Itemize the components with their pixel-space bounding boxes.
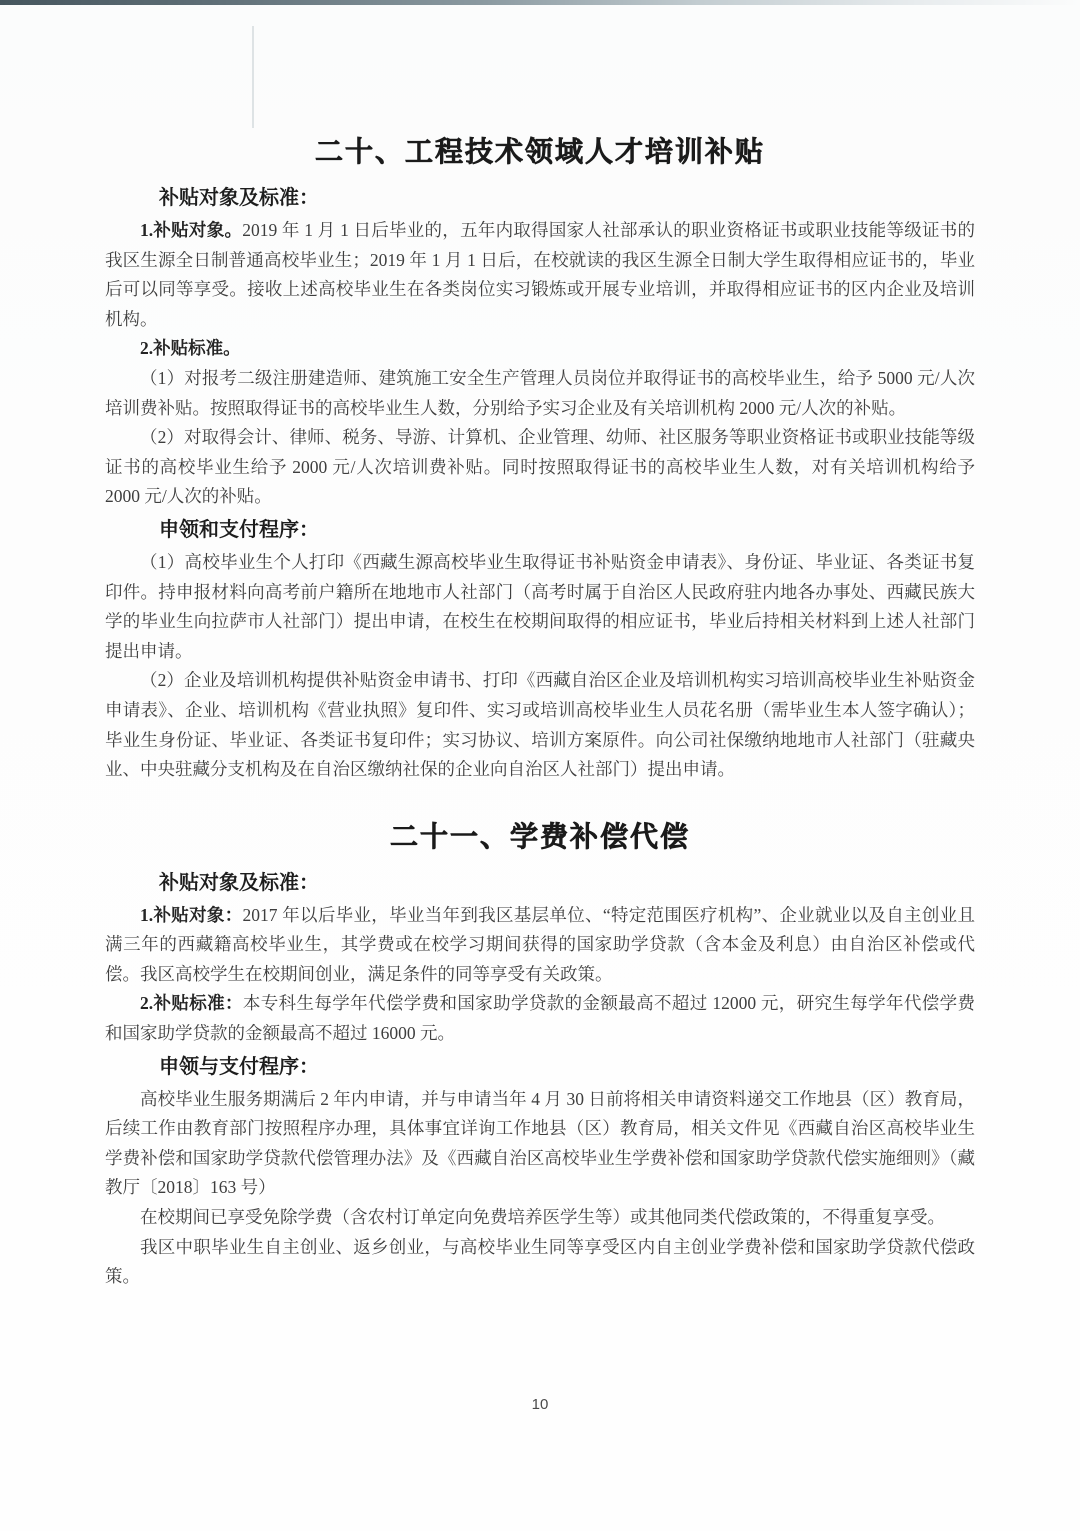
paragraph-lead: 2.补贴标准。 <box>140 338 241 359</box>
subsection-heading-application-procedure: 申领与支付程序： <box>159 1055 319 1078</box>
paragraph-subsidy-standard-label <box>105 334 975 364</box>
paragraph-text: 2017 年以后毕业，毕业当年到我区基层单位、“特定范围医疗机构”、企业就业以及自主创业且满三年的西藏籍高校毕业生，其学费或在校学习期间获得的国家助学贷款（含本金及利息）由自治区补偿或代偿。我区高校学生在校期间创业，满足条件的同等享受有关政策。 <box>105 904 975 984</box>
paragraph-text: 本专科生每学年代偿学费和国家助学贷款的金额最高不超过 12000 元，研究生每学年代偿学费和国家助学贷款的金额最高不超过 16000 元。 <box>105 993 975 1044</box>
paragraph-procedure-item-1 <box>105 548 975 666</box>
paragraph-text: （2）企业及培训机构提供补贴资金申请书、打印《西藏自治区企业及培训机构实习培训高校毕业生补贴资金申请表》、企业、培训机构《营业执照》复印件、实习或培训高校毕业生人员花名册（需毕业生本人签字确认）；毕业生身份证、毕业证、各类证书复印件；实习协议、培训方案原件。向公司社保缴纳地地市人社部门（驻藏央业、中央驻藏分支机构及在自治区缴纳社保的企业向自治区人社部门）提出申请。 <box>105 670 975 780</box>
paragraph-standard-item-1 <box>105 364 975 423</box>
paragraph-lead: 1.补贴对象： <box>140 904 243 925</box>
subsection-heading-targets-standards: 补贴对象及标准： <box>159 187 319 209</box>
paragraph-subsidy-targets <box>105 901 975 990</box>
paragraph-procedure-item-2 <box>105 666 975 784</box>
paragraph-procedure-deadline <box>105 1085 975 1203</box>
paragraph-lead: 1.补贴对象。 <box>140 220 243 240</box>
paragraph-text: （1）高校毕业生个人打印《西藏生源高校毕业生取得证书补贴资金申请表》、身份证、毕业证、各类证书复印件。持申报材料向高考前户籍所在地地市人社部门（高考时属于自治区人民政府驻内地各办事处、西藏民族大学的毕业生向拉萨市人社部门）提出申请，在校生在校期间取得的相应证书，毕业后持相关材料到上述人社部门提出申请。 <box>105 551 975 661</box>
paragraph-text: 高校毕业生服务期满后 2 年内申请，并与申请当年 4 月 30 日前将相关申请资料递交工作地县（区）教育局，后续工作由教育部门按照程序办理，具体事宜详询工作地县（区）教育局，相关文件见《西藏自治区高校毕业生学费补偿和国家助学贷款代偿管理办法》及《西藏自治区高校毕业生学费补偿和国家助学贷款代偿实施细则》（藏教厅〔2018〕163 号） <box>105 1088 975 1198</box>
paragraph-text: （2）对取得会计、律师、税务、导游、计算机、企业管理、幼师、社区服务等职业资格证书或职业技能等级证书的高校毕业生给予 2000 元/人次培训费补贴。同时按照取得证书的高校毕业生人数，对有关培训机构给予 2000 元/人次的补贴。 <box>105 427 975 507</box>
paragraph-subsidy-targets <box>105 216 975 334</box>
paragraph-text: 2019 年 1 月 1 日后毕业的，五年内取得国家人社部承认的职业资格证书或职业技能等级证书的我区生源全日制普通高校毕业生；2019 年 1 月 1 日后，在校就读的我区生源全日制大学生取得相应证书的，毕业后可以同等享受。接收上述高校毕业生在各类岗位实习锻炼或开展专业培训，并取得相应证书的区内企业及培训机构。 <box>105 220 976 329</box>
paragraph-text: （1）对报考二级注册建造师、建筑施工安全生产管理人员岗位并取得证书的高校毕业生，给予 5000 元/人次培训费补贴。按照取得证书的高校毕业生人数，分别给予实习企业及有关培训机构 2000 元/人次的补贴。 <box>105 367 975 418</box>
paragraph-subsidy-standard <box>105 989 975 1048</box>
page-number: 10 <box>531 1396 549 1413</box>
section-20-title: 二十、工程技术领域人才培训补贴 <box>314 136 765 167</box>
section-21-title: 二十一、学费补偿代偿 <box>389 820 690 852</box>
page-content <box>105 0 975 1292</box>
paragraph-text: 在校期间已享受免除学费（含农村订单定向免费培养医学生等）或其他同类代偿政策的，不得重复享受。 <box>140 1207 945 1228</box>
paragraph-standard-item-2 <box>105 423 975 512</box>
subsection-heading-application-procedure: 申领和支付程序： <box>159 518 319 541</box>
paragraph-no-duplicate-benefit <box>105 1203 975 1233</box>
paragraph-text: 我区中职毕业生自主创业、返乡创业，与高校毕业生同等享受区内自主创业学费补偿和国家助学贷款代偿政策。 <box>105 1236 975 1287</box>
paragraph-vocational-graduates <box>105 1233 975 1292</box>
subsection-heading-targets-standards: 补贴对象及标准： <box>159 871 319 894</box>
paragraph-lead: 2.补贴标准： <box>140 993 243 1014</box>
